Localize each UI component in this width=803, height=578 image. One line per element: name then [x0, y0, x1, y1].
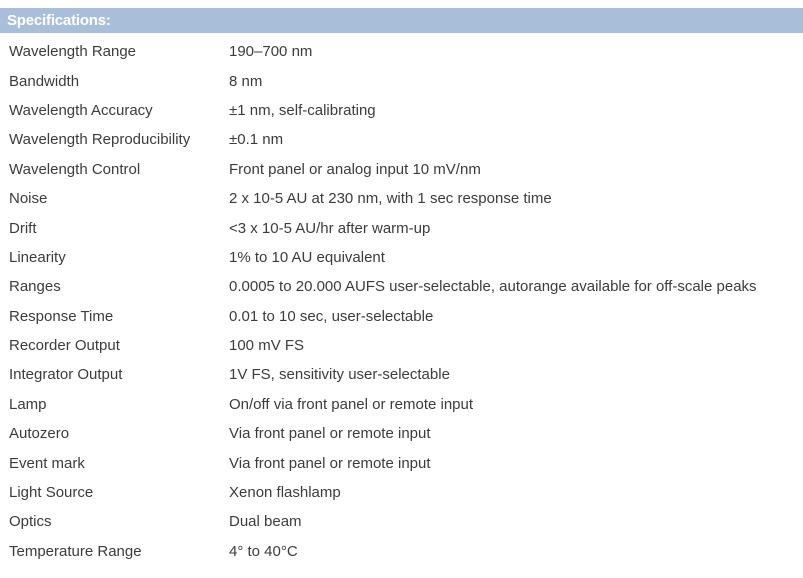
spec-value: 2 x 10-5 AU at 230 nm, with 1 sec response time	[229, 190, 552, 208]
spec-row	[0, 243, 803, 272]
spec-row	[0, 419, 803, 448]
spec-value: 190–700 nm	[229, 43, 313, 61]
spec-row	[0, 478, 803, 507]
spec-row	[0, 507, 803, 536]
spec-label: Optics	[9, 513, 52, 531]
spec-label: Wavelength Accuracy	[9, 101, 153, 119]
spec-label: Autozero	[9, 425, 70, 443]
spec-row	[0, 390, 803, 419]
spec-value: ±0.1 nm	[229, 131, 284, 149]
spec-value: On/off via front panel or remote input	[229, 395, 474, 413]
spec-label: Bandwidth	[9, 72, 80, 90]
spec-value: Xenon flashlamp	[229, 484, 341, 502]
spec-value: 0.01 to 10 sec, user-selectable	[229, 307, 434, 325]
specifications-header	[0, 8, 803, 33]
spec-row	[0, 448, 803, 477]
spec-row	[0, 37, 803, 66]
spec-label: Response Time	[9, 307, 114, 325]
spec-row	[0, 331, 803, 360]
spec-row	[0, 537, 803, 566]
spec-label: Temperature Range	[9, 542, 142, 560]
spec-row	[0, 125, 803, 154]
spec-value: ±1 nm, self-calibrating	[229, 101, 376, 119]
spec-label: Drift	[9, 219, 37, 237]
spec-row	[0, 360, 803, 389]
spec-value: 0.0005 to 20.000 AUFS user-selectable, autorange available for off-scale peaks	[229, 278, 757, 296]
spec-row	[0, 184, 803, 213]
spec-label: Lamp	[9, 395, 47, 413]
spec-value: 4° to 40°C	[229, 542, 298, 560]
spec-value: 1% to 10 AU equivalent	[229, 248, 385, 266]
spec-row	[0, 96, 803, 125]
spec-value: 1V FS, sensitivity user-selectable	[229, 366, 450, 384]
spec-row	[0, 302, 803, 331]
spec-label: Linearity	[9, 248, 66, 266]
spec-label: Recorder Output	[9, 337, 120, 355]
spec-value: Via front panel or remote input	[229, 425, 431, 443]
specifications-list	[0, 37, 803, 566]
spec-value: Front panel or analog input 10 mV/nm	[229, 160, 481, 178]
spec-row	[0, 155, 803, 184]
spec-label: Ranges	[9, 278, 61, 296]
spec-value: Via front panel or remote input	[229, 454, 431, 472]
spec-value: Dual beam	[229, 513, 302, 531]
spec-value: <3 x 10-5 AU/hr after warm-up	[229, 219, 431, 237]
spec-row	[0, 66, 803, 95]
specifications-title: Specifications:	[7, 12, 111, 29]
spec-label: Wavelength Range	[9, 43, 137, 61]
spec-label: Wavelength Control	[9, 160, 141, 178]
spec-label: Wavelength Reproducibility	[9, 131, 191, 149]
spec-label: Noise	[9, 190, 48, 208]
spec-label: Light Source	[9, 484, 94, 502]
spec-label: Event mark	[9, 454, 85, 472]
spec-row	[0, 272, 803, 301]
spec-label: Integrator Output	[9, 366, 123, 384]
spec-row	[0, 213, 803, 242]
spec-value: 100 mV FS	[229, 337, 305, 355]
spec-value: 8 nm	[229, 72, 263, 90]
